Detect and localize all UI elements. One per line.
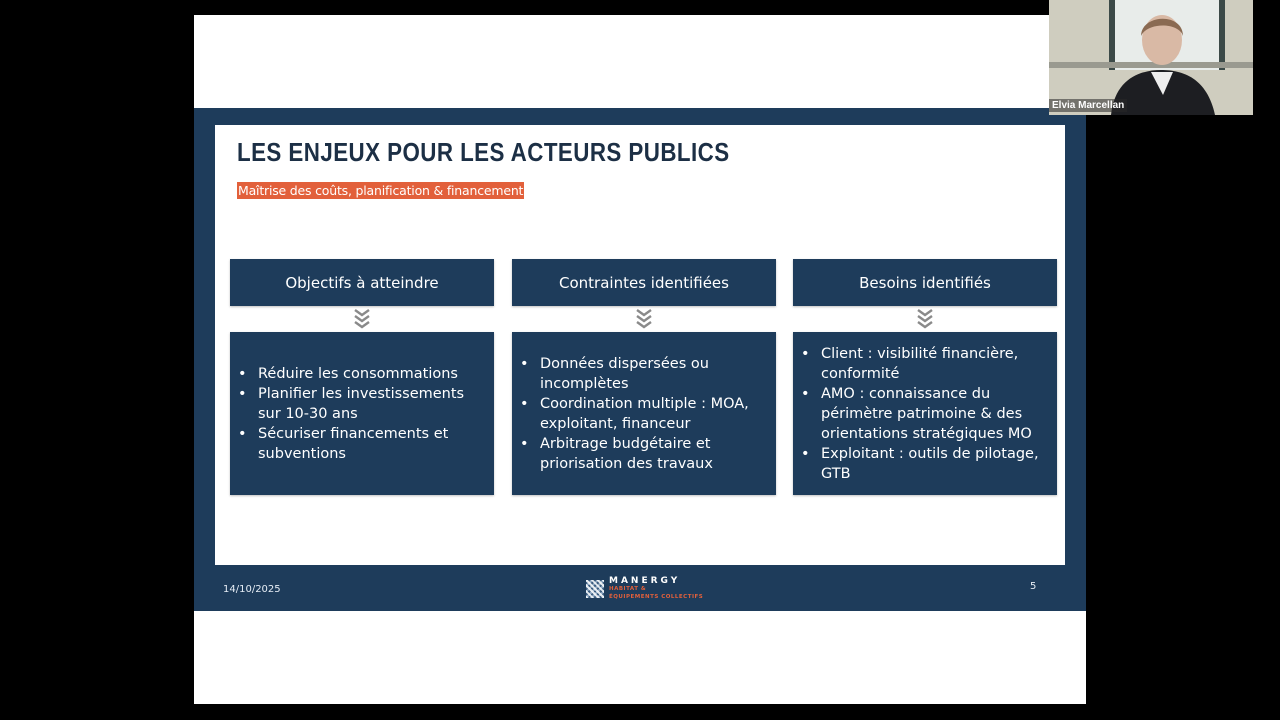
slide-content bbox=[215, 125, 1065, 565]
list-item: • Données dispersées ou incomplètes bbox=[518, 354, 766, 394]
list-item: • Sécuriser financements et subventions bbox=[236, 424, 484, 464]
list-item: • AMO : connaissance du périmètre patrimoine & des orientations stratégiques MO bbox=[799, 384, 1047, 444]
bullet-list bbox=[230, 364, 494, 464]
screen-share-area bbox=[194, 15, 1086, 704]
double-chevron-down-icon bbox=[230, 306, 494, 332]
list-item: • Arbitrage budgétaire et priorisation des travaux bbox=[518, 434, 766, 474]
bullet-list bbox=[793, 344, 1057, 484]
column-header: Objectifs à atteindre bbox=[230, 259, 494, 306]
participant-video-tile[interactable] bbox=[1049, 0, 1253, 115]
list-item: • Coordination multiple : MOA, exploitant, financeur bbox=[518, 394, 766, 434]
slide-subtitle-tag: Maîtrise des coûts, planification & financement bbox=[238, 183, 524, 198]
slide-title: LES ENJEUX POUR LES ACTEURS PUBLICS bbox=[237, 137, 730, 167]
manergy-logo bbox=[586, 577, 703, 601]
participant-name: Elvia Marcellan bbox=[1049, 99, 1127, 112]
list-item: • Client : visibilité financière, conformité bbox=[799, 344, 1047, 384]
list-item: • Réduire les consommations bbox=[236, 364, 484, 384]
list-item: • Planifier les investissements sur 10-30 ans bbox=[236, 384, 484, 424]
list-item: • Exploitant : outils de pilotage, GTB bbox=[799, 444, 1047, 484]
column-objectives bbox=[230, 259, 494, 495]
double-chevron-down-icon bbox=[793, 306, 1057, 332]
logo-tagline: ÉQUIPEMENTS COLLECTIFS bbox=[609, 594, 704, 600]
logo-name: MANERGY bbox=[609, 576, 681, 586]
slide-frame bbox=[194, 108, 1086, 611]
column-header: Besoins identifiés bbox=[793, 259, 1057, 306]
column-constraints bbox=[512, 259, 776, 495]
column-needs bbox=[793, 259, 1057, 495]
logo-tagline: HABITAT & bbox=[609, 586, 647, 592]
column-body bbox=[512, 332, 776, 495]
slide-page-number: 5 bbox=[1030, 581, 1037, 592]
column-body bbox=[230, 332, 494, 495]
column-header: Contraintes identifiées bbox=[512, 259, 776, 306]
double-chevron-down-icon bbox=[512, 306, 776, 332]
bullet-list bbox=[512, 354, 776, 474]
column-body bbox=[793, 332, 1057, 495]
logo-mark-icon bbox=[586, 580, 604, 598]
slide-date: 14/10/2025 bbox=[223, 584, 281, 595]
participant-video-icon bbox=[1049, 0, 1253, 115]
